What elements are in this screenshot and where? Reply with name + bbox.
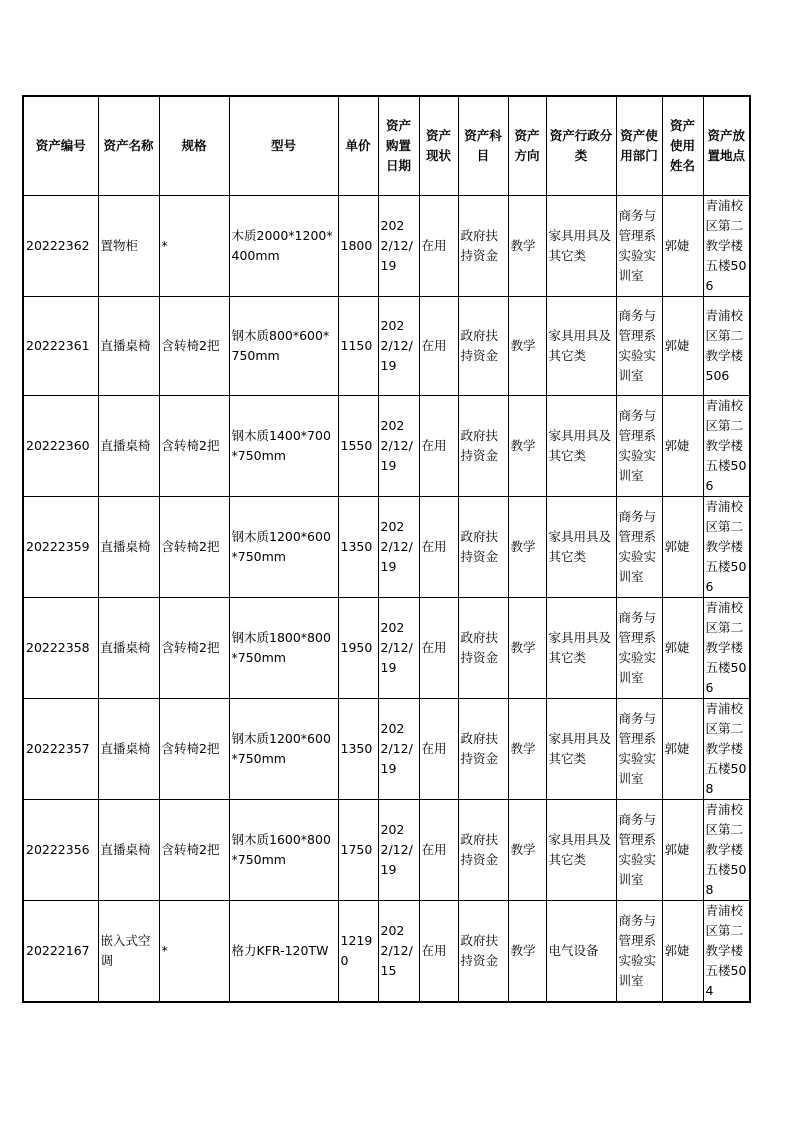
table-row bbox=[23, 800, 750, 901]
cell-subject: 政府扶持资金 bbox=[458, 497, 508, 598]
cell-spec: * bbox=[159, 196, 229, 297]
cell-asset-name: 直播桌椅 bbox=[98, 800, 159, 901]
cell-department: 商务与管理系实验实训室 bbox=[616, 396, 662, 497]
cell-location: 青浦校区第二教学楼五楼506 bbox=[703, 196, 750, 297]
cell-admin-category: 家具用具及其它类 bbox=[546, 196, 616, 297]
cell-department: 商务与管理系实验实训室 bbox=[616, 598, 662, 699]
cell-unit-price: 1550 bbox=[338, 396, 378, 497]
cell-unit-price: 1150 bbox=[338, 297, 378, 396]
cell-location: 青浦校区第二教学楼五楼506 bbox=[703, 497, 750, 598]
cell-model: 钢木质1200*600*750mm bbox=[229, 699, 338, 800]
cell-location: 青浦校区第二教学楼五楼508 bbox=[703, 800, 750, 901]
cell-spec: 含转椅2把 bbox=[159, 497, 229, 598]
cell-user: 郭婕 bbox=[662, 396, 703, 497]
cell-spec: * bbox=[159, 901, 229, 1003]
cell-asset-name: 直播桌椅 bbox=[98, 497, 159, 598]
cell-asset-no: 20222357 bbox=[23, 699, 98, 800]
cell-unit-price: 1800 bbox=[338, 196, 378, 297]
cell-admin-category: 家具用具及其它类 bbox=[546, 497, 616, 598]
cell-location: 青浦校区第二教学楼五楼508 bbox=[703, 699, 750, 800]
cell-department: 商务与管理系实验实训室 bbox=[616, 901, 662, 1003]
header-asset-name: 资产名称 bbox=[98, 96, 159, 196]
cell-purchase-date: 2022/12/19 bbox=[378, 800, 419, 901]
cell-asset-name: 直播桌椅 bbox=[98, 699, 159, 800]
cell-user: 郭婕 bbox=[662, 297, 703, 396]
header-unit-price: 单价 bbox=[338, 96, 378, 196]
cell-department: 商务与管理系实验实训室 bbox=[616, 196, 662, 297]
cell-purchase-date: 2022/12/19 bbox=[378, 598, 419, 699]
cell-admin-category: 家具用具及其它类 bbox=[546, 598, 616, 699]
cell-asset-name: 直播桌椅 bbox=[98, 396, 159, 497]
cell-user: 郭婕 bbox=[662, 901, 703, 1003]
cell-status: 在用 bbox=[419, 297, 458, 396]
cell-admin-category: 家具用具及其它类 bbox=[546, 699, 616, 800]
cell-direction: 教学 bbox=[508, 699, 546, 800]
table-row bbox=[23, 699, 750, 800]
cell-admin-category: 家具用具及其它类 bbox=[546, 800, 616, 901]
cell-purchase-date: 2022/12/19 bbox=[378, 497, 419, 598]
table-row bbox=[23, 396, 750, 497]
cell-location: 青浦校区第二教学楼五楼506 bbox=[703, 598, 750, 699]
cell-department: 商务与管理系实验实训室 bbox=[616, 497, 662, 598]
cell-purchase-date: 2022/12/15 bbox=[378, 901, 419, 1003]
cell-direction: 教学 bbox=[508, 497, 546, 598]
cell-status: 在用 bbox=[419, 699, 458, 800]
cell-asset-no: 20222361 bbox=[23, 297, 98, 396]
header-department: 资产使用部门 bbox=[616, 96, 662, 196]
header-model: 型号 bbox=[229, 96, 338, 196]
cell-model: 钢木质1800*800*750mm bbox=[229, 598, 338, 699]
cell-asset-no: 20222360 bbox=[23, 396, 98, 497]
cell-asset-no: 20222362 bbox=[23, 196, 98, 297]
cell-spec: 含转椅2把 bbox=[159, 699, 229, 800]
cell-model: 钢木质1400*700*750mm bbox=[229, 396, 338, 497]
cell-status: 在用 bbox=[419, 396, 458, 497]
header-spec: 规格 bbox=[159, 96, 229, 196]
header-direction: 资产方向 bbox=[508, 96, 546, 196]
cell-user: 郭婕 bbox=[662, 598, 703, 699]
cell-subject: 政府扶持资金 bbox=[458, 297, 508, 396]
cell-direction: 教学 bbox=[508, 598, 546, 699]
cell-spec: 含转椅2把 bbox=[159, 297, 229, 396]
cell-department: 商务与管理系实验实训室 bbox=[616, 297, 662, 396]
header-user: 资产使用姓名 bbox=[662, 96, 703, 196]
cell-admin-category: 电气设备 bbox=[546, 901, 616, 1003]
cell-asset-name: 嵌入式空调 bbox=[98, 901, 159, 1003]
cell-purchase-date: 2022/12/19 bbox=[378, 396, 419, 497]
cell-asset-no: 20222359 bbox=[23, 497, 98, 598]
cell-subject: 政府扶持资金 bbox=[458, 800, 508, 901]
cell-status: 在用 bbox=[419, 800, 458, 901]
cell-purchase-date: 2022/12/19 bbox=[378, 196, 419, 297]
cell-subject: 政府扶持资金 bbox=[458, 196, 508, 297]
cell-status: 在用 bbox=[419, 598, 458, 699]
cell-direction: 教学 bbox=[508, 396, 546, 497]
cell-asset-name: 直播桌椅 bbox=[98, 297, 159, 396]
header-status: 资产现状 bbox=[419, 96, 458, 196]
cell-subject: 政府扶持资金 bbox=[458, 901, 508, 1003]
cell-department: 商务与管理系实验实训室 bbox=[616, 699, 662, 800]
cell-unit-price: 12190 bbox=[338, 901, 378, 1003]
table-row bbox=[23, 497, 750, 598]
cell-spec: 含转椅2把 bbox=[159, 800, 229, 901]
cell-asset-no: 20222167 bbox=[23, 901, 98, 1003]
table-row bbox=[23, 297, 750, 396]
cell-purchase-date: 2022/12/19 bbox=[378, 297, 419, 396]
cell-direction: 教学 bbox=[508, 800, 546, 901]
cell-location: 青浦校区第二教学楼五楼506 bbox=[703, 396, 750, 497]
cell-model: 木质2000*1200*400mm bbox=[229, 196, 338, 297]
cell-admin-category: 家具用具及其它类 bbox=[546, 396, 616, 497]
cell-direction: 教学 bbox=[508, 901, 546, 1003]
header-asset-no: 资产编号 bbox=[23, 96, 98, 196]
table-row bbox=[23, 196, 750, 297]
cell-status: 在用 bbox=[419, 196, 458, 297]
cell-direction: 教学 bbox=[508, 297, 546, 396]
header-admin-category: 资产行政分类 bbox=[546, 96, 616, 196]
cell-department: 商务与管理系实验实训室 bbox=[616, 800, 662, 901]
cell-model: 钢木质800*600*750mm bbox=[229, 297, 338, 396]
cell-status: 在用 bbox=[419, 497, 458, 598]
cell-direction: 教学 bbox=[508, 196, 546, 297]
cell-status: 在用 bbox=[419, 901, 458, 1003]
cell-asset-name: 直播桌椅 bbox=[98, 598, 159, 699]
cell-subject: 政府扶持资金 bbox=[458, 396, 508, 497]
cell-asset-no: 20222358 bbox=[23, 598, 98, 699]
cell-unit-price: 1350 bbox=[338, 497, 378, 598]
cell-unit-price: 1350 bbox=[338, 699, 378, 800]
table-row bbox=[23, 901, 750, 1003]
cell-location: 青浦校区第二教学楼五楼504 bbox=[703, 901, 750, 1003]
cell-model: 钢木质1600*800*750mm bbox=[229, 800, 338, 901]
header-row bbox=[23, 96, 750, 196]
cell-user: 郭婕 bbox=[662, 196, 703, 297]
cell-subject: 政府扶持资金 bbox=[458, 598, 508, 699]
header-location: 资产放置地点 bbox=[703, 96, 750, 196]
cell-user: 郭婕 bbox=[662, 497, 703, 598]
cell-user: 郭婕 bbox=[662, 699, 703, 800]
cell-spec: 含转椅2把 bbox=[159, 396, 229, 497]
cell-location: 青浦校区第二教学楼506 bbox=[703, 297, 750, 396]
header-subject: 资产科目 bbox=[458, 96, 508, 196]
cell-model: 钢木质1200*600*750mm bbox=[229, 497, 338, 598]
header-purchase-date: 资产购置日期 bbox=[378, 96, 419, 196]
cell-model: 格力KFR-120TW bbox=[229, 901, 338, 1003]
asset-table bbox=[22, 95, 751, 1003]
cell-asset-no: 20222356 bbox=[23, 800, 98, 901]
cell-unit-price: 1750 bbox=[338, 800, 378, 901]
cell-subject: 政府扶持资金 bbox=[458, 699, 508, 800]
table-row bbox=[23, 598, 750, 699]
cell-purchase-date: 2022/12/19 bbox=[378, 699, 419, 800]
cell-admin-category: 家具用具及其它类 bbox=[546, 297, 616, 396]
cell-unit-price: 1950 bbox=[338, 598, 378, 699]
cell-spec: 含转椅2把 bbox=[159, 598, 229, 699]
cell-user: 郭婕 bbox=[662, 800, 703, 901]
cell-asset-name: 置物柜 bbox=[98, 196, 159, 297]
